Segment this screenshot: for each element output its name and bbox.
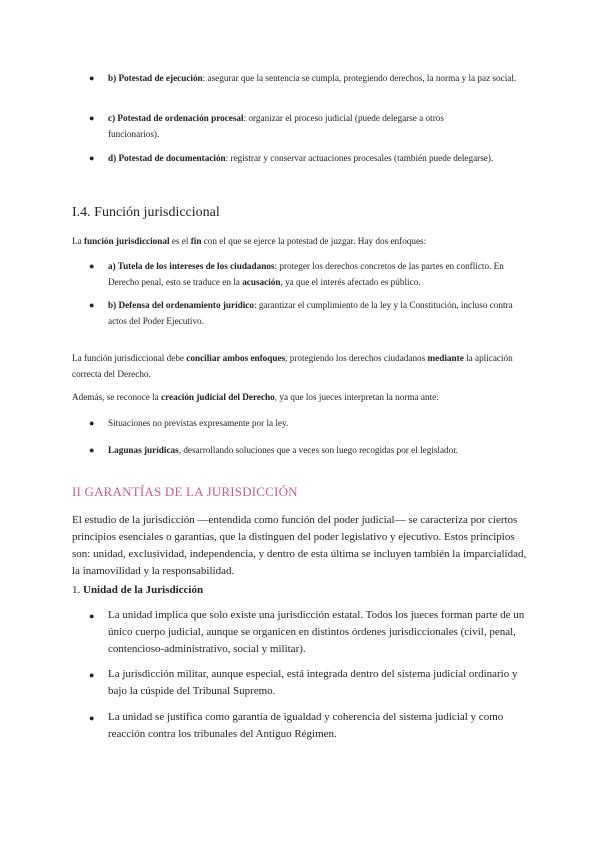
item-term: d) Potestad de documentación	[108, 153, 226, 163]
paragraph: Además, se reconoce la creación judicial del Derecho, ya que los jueces interpretan la norma ante:	[72, 392, 439, 402]
subsection-title: 1. Unidad de la Jurisdicción	[72, 584, 204, 596]
item-text: : registrar y conservar actuaciones procesales (también puede delegarse).	[225, 153, 494, 163]
bullet-icon: ●	[89, 713, 95, 723]
bullet-icon: ●	[89, 153, 95, 163]
paragraph: La función jurisdiccional debe conciliar ambos enfoques, protegiendo los derechos ciudadanos mediante la aplicación correcta del Derecho.	[72, 353, 513, 379]
document-page: ● b) Potestad de ejecución: asegurar que la sentencia se cumpla, protegiendo derechos, la norma y la paz social. ● c) Potestad de ordenación procesal: organizar el proceso judicial (puede delegarse a otros funcionarios). ● d) Potestad de documentación: registrar y conservar actuaciones procesales (también puede delegarse). I.4. Función jurisdiccional La función jurisdiccional es el fin con el que se ejerce la potestad de juzgar. Hay dos enfoques: ● a) Tutela de los intereses de los ciudadanos: proteger los derechos concretos de las partes en conflicto. En Derecho penal, esto se traduce en la acusación, ya que el interés afectado es público. ● b) Defensa del ordenamiento jurídico: garantizar el cumplimiento de la ley y la Constitución, incluso contra actos del Poder Ejecutivo. La función jurisdiccional debe conciliar ambos enfoques, protegiendo los derechos ciudadanos mediante la aplicación correcta del Derecho. Además, se reconoce la creación judicial del Derecho, ya que los jueces interpretan la norma ante: ● Situaciones no previstas expresamente por la ley. ● Lagunas jurídicas, desarrollando soluciones que a veces son luego recogidas por el legislador. II GARANTÍAS DE LA JURISDICCIÓN El estudio de la jurisdicción —entendida como función del poder judicial— se caracteriza por ciertos principios esenciales o garantías, que la distinguen del poder legislativo y ejecutivo. Estos principios son: unidad, exclusividad, independencia, y dentro de esta última se incluyen también la imparcialidad, la inamovilidad y la responsabilidad. 1. Unidad de la Jurisdicción ● La unidad implica que solo existe una jurisdicción estatal. Todos los jueces forman parte de un único cuerpo judicial, aunque se organicen en distintos órdenes jurisdiccionales (civil, penal, contencioso-administrativo, social y militar). ● La jurisdicción militar, aunque especial, está integrada dentro del sistema judicial ordinario y bajo la cúspide del Tribunal Supremo. ● La unidad se justifica como garantía de igualdad y coherencia del sistema judicial y como reacción contra los tribunales del Antiguo Régimen.	[0, 0, 600, 848]
item-term: b) Potestad de ejecución	[108, 73, 203, 83]
bullet-icon: ●	[89, 611, 95, 621]
bullet-icon: ●	[89, 261, 95, 271]
bullet-icon: ●	[89, 670, 95, 680]
item-text: : asegurar que la sentencia se cumpla, protegiendo derechos, la norma y la paz social.	[202, 73, 517, 83]
section-heading: I.4. Función jurisdiccional	[72, 205, 220, 220]
section-heading-accent: II GARANTÍAS DE LA JURISDICCIÓN	[72, 484, 298, 499]
section-intro: El estudio de la jurisdicción —entendida como función del poder judicial— se caracteriza por ciertos principios esenciales o garantías, que la distinguen del poder legislativo y ejecutivo. Estos principios son: unidad, exclusividad, independencia, y dentro de esta última se incluyen también la imparcialidad, la inamovilidad y la responsabilidad.	[72, 514, 527, 577]
item-text: : organizar el proceso judicial (puede delegarse a otros funcionarios).	[108, 113, 444, 139]
bullet-icon: ●	[89, 445, 95, 455]
bullet-icon: ●	[89, 73, 95, 83]
bullet-icon: ●	[89, 113, 95, 123]
bullet-icon: ●	[89, 418, 95, 428]
section-intro: La función jurisdiccional es el fin con el que se ejerce la potestad de juzgar. Hay dos enfoques:	[72, 236, 427, 246]
bullet-icon: ●	[89, 300, 95, 310]
item-term: c) Potestad de ordenación procesal	[108, 113, 244, 123]
